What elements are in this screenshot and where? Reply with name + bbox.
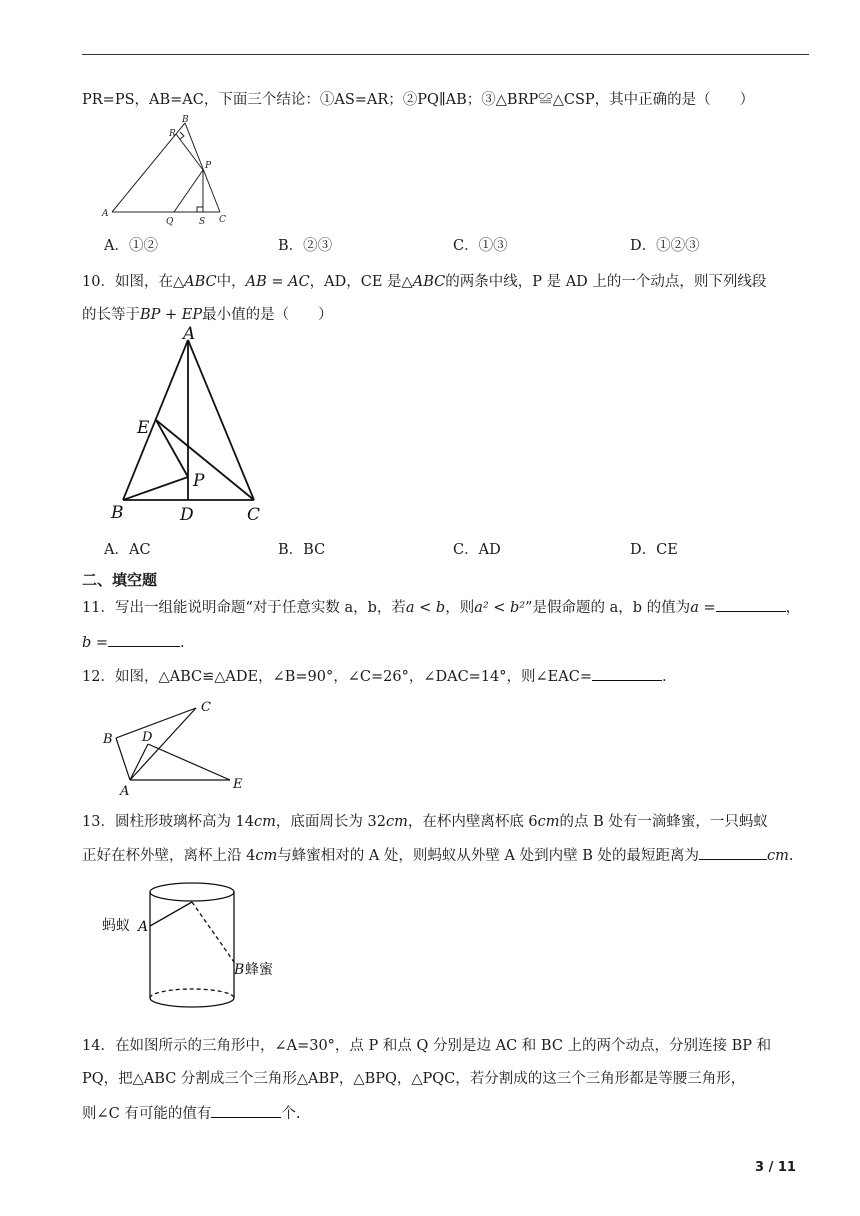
q13-unit: cm bbox=[385, 814, 408, 830]
q9-figure bbox=[96, 114, 236, 230]
q13-figure bbox=[98, 876, 298, 1016]
q11-text: . bbox=[180, 635, 185, 651]
q10-option-d[interactable]: D．CE bbox=[630, 542, 678, 558]
q9-label-c: C bbox=[219, 215, 226, 225]
q11-text: ”是假命题的 a，b 的值为 bbox=[525, 600, 691, 616]
q13-label-honey: 蜂蜜 bbox=[245, 962, 273, 978]
q13-line1 bbox=[82, 812, 768, 832]
q11-math: a² < b² bbox=[474, 600, 526, 616]
q9-label-p: P bbox=[205, 161, 212, 171]
q9-label-q: Q bbox=[166, 217, 174, 227]
q11-text: ，则 bbox=[445, 600, 475, 616]
q12-text: . bbox=[661, 669, 667, 685]
q11-math: a = bbox=[690, 600, 716, 616]
q13-unit: cm bbox=[254, 814, 276, 830]
q11-math: a < b bbox=[405, 600, 446, 616]
q10-label-p: P bbox=[193, 471, 205, 491]
q11-text: 11．写出一组能说明命题“对于任意实数 a，b，若 bbox=[82, 600, 406, 616]
q9-option-d[interactable]: D．①②③ bbox=[630, 238, 700, 254]
q10-text: 10．如图，在△ bbox=[82, 274, 185, 290]
q12-figure bbox=[100, 696, 250, 799]
q14-text: 则∠C 有可能的值有 bbox=[82, 1106, 212, 1122]
q10-math: ABC bbox=[412, 274, 446, 290]
q10-math: ABC bbox=[184, 274, 217, 290]
page-number: 3 / 11 bbox=[755, 1160, 796, 1175]
q14-answer-blank[interactable] bbox=[211, 1103, 281, 1118]
q10-text: ，AD，CE 是△ bbox=[309, 274, 413, 290]
q13-text: 13．圆柱形玻璃杯高为 14 bbox=[82, 814, 255, 830]
q9-label-r: R bbox=[169, 129, 176, 139]
q11-math: b = bbox=[82, 635, 109, 651]
q13-answer-blank[interactable] bbox=[699, 845, 767, 860]
q13-unit: cm bbox=[255, 848, 278, 864]
q9-stem: PR=PS，AB=AC，下面三个结论：①AS=AR；②PQ∥AB；③△BRP≌△CSP，其中正确的是（ ） bbox=[82, 92, 755, 108]
q10-text: 最小值的是（ ） bbox=[202, 307, 333, 323]
q10-label-a: A bbox=[183, 324, 196, 344]
q13-text: 的点 B 处有一滴蜂蜜，一只蚂蚁 bbox=[559, 814, 768, 830]
q12-label-e: E bbox=[233, 777, 243, 792]
q13-line2 bbox=[82, 845, 793, 866]
q13-text: 与蜂蜜相对的 A 处，则蚂蚁从外壁 A 处到内壁 B 处的最短距离为 bbox=[277, 848, 699, 864]
q12-answer-blank[interactable] bbox=[592, 666, 662, 681]
q12-label-a: A bbox=[120, 784, 130, 799]
q10-label-e: E bbox=[137, 418, 150, 438]
q10-line2 bbox=[82, 305, 333, 325]
q12-text: 12．如图，△ABC≌△ADE，∠B=90°，∠C=26°，∠DAC=14°，则∠EAC= bbox=[82, 669, 592, 685]
q9-option-b[interactable]: B．②③ bbox=[278, 238, 333, 254]
q10-text: 的两条中线，P 是 AD 上的一个动点，则下列线段 bbox=[445, 274, 767, 290]
q14-line1: 14．在如图所示的三角形中，∠A=30°，点 P 和点 Q 分别是边 AC 和 BC 上的两个动点，分别连接 BP 和 bbox=[82, 1038, 772, 1054]
q11-line1 bbox=[82, 597, 800, 618]
q10-line1 bbox=[82, 272, 766, 292]
q13-label-ant: 蚂蚁 bbox=[102, 918, 130, 934]
q9-label-b: B bbox=[182, 115, 189, 125]
q13-unit: cm bbox=[766, 848, 789, 864]
q9-label-s: S bbox=[199, 217, 206, 227]
q14-line2: PQ，把△ABC 分割成三个三角形△ABP，△BPQ，△PQC，若分割成的这三个三角形都是等腰三角形， bbox=[82, 1071, 746, 1087]
q10-label-c: C bbox=[247, 505, 261, 525]
q9-option-c[interactable]: C．①③ bbox=[453, 238, 508, 254]
q11-answer-blank-a[interactable] bbox=[716, 597, 786, 612]
q13-unit: cm bbox=[537, 814, 560, 830]
q13-label-b: B bbox=[234, 962, 245, 978]
q10-label-b: B bbox=[111, 503, 124, 523]
q13-text: . bbox=[788, 848, 794, 864]
q12-line bbox=[82, 666, 667, 687]
q10-math: AB = AC bbox=[245, 274, 310, 290]
q13-text: 正好在杯外壁，离杯上沿 4 bbox=[82, 848, 256, 864]
q10-option-c[interactable]: C．AD bbox=[453, 542, 501, 558]
q10-option-a[interactable]: A．AC bbox=[104, 542, 151, 558]
q11-answer-blank-b[interactable] bbox=[108, 632, 180, 647]
q11-text: ， bbox=[785, 600, 801, 616]
q12-label-d: D bbox=[142, 730, 153, 745]
q10-text: 的长等于 bbox=[82, 307, 140, 323]
q10-label-d: D bbox=[180, 505, 194, 525]
q9-label-a: A bbox=[102, 209, 109, 219]
q10-option-b[interactable]: B．BC bbox=[278, 542, 326, 558]
q11-line2 bbox=[82, 632, 185, 653]
q10-figure bbox=[104, 324, 274, 530]
header-rule bbox=[82, 54, 809, 55]
q10-text: 中， bbox=[216, 274, 246, 290]
q14-line3 bbox=[82, 1103, 300, 1124]
q13-text: ，在杯内壁离杯底 6 bbox=[407, 814, 538, 830]
q13-text: ，底面周长为 32 bbox=[275, 814, 386, 830]
q13-label-a: A bbox=[138, 919, 149, 935]
section-heading: 二、填空题 bbox=[82, 571, 158, 589]
q12-label-c: C bbox=[201, 700, 211, 715]
q10-math: BP + EP bbox=[140, 307, 203, 323]
q14-text: 个. bbox=[281, 1106, 301, 1122]
q12-label-b: B bbox=[103, 732, 113, 747]
q9-option-a[interactable]: A．①② bbox=[104, 238, 158, 254]
